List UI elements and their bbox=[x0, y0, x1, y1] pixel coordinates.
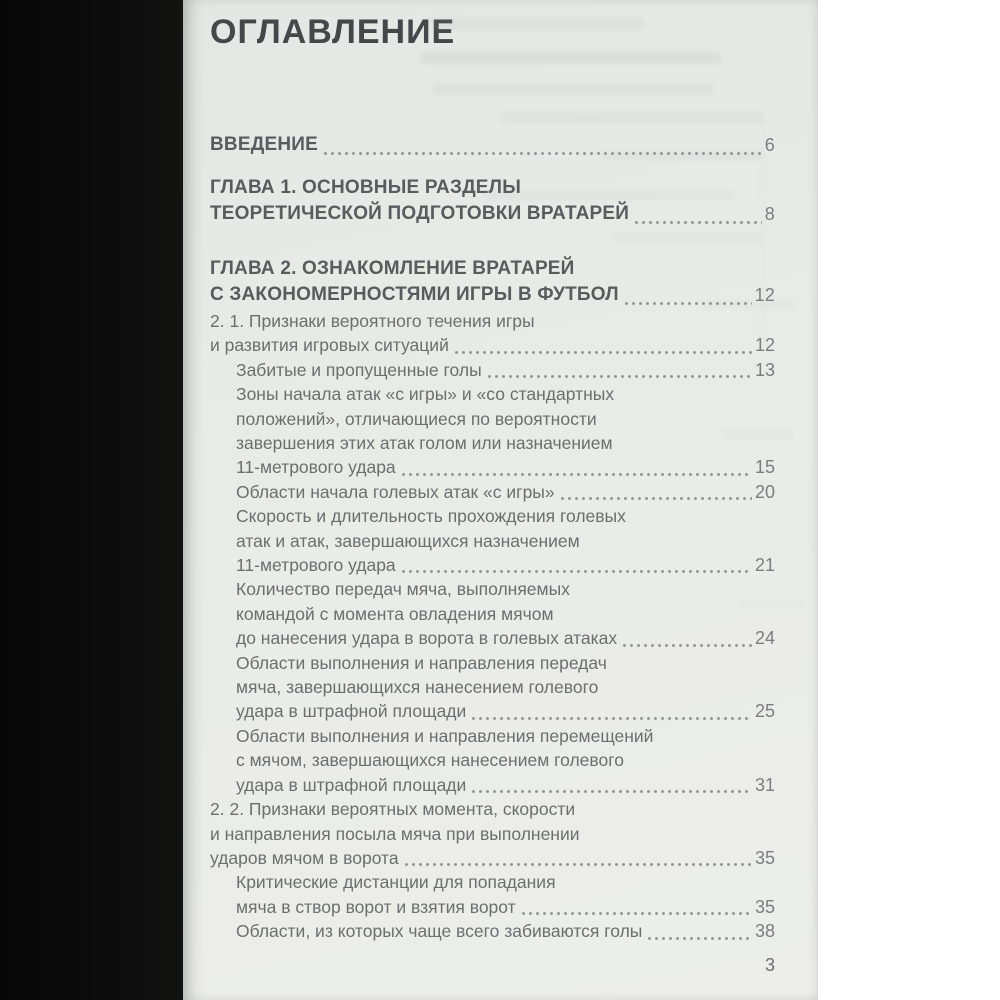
toc-entry bbox=[210, 504, 775, 577]
toc-entry-text: Области, из которых чаще всего забиваются голы bbox=[236, 921, 643, 942]
toc-entry-text: командой с момента овладения мячом bbox=[236, 603, 554, 624]
toc-entry-line bbox=[236, 431, 775, 455]
toc-entry bbox=[210, 480, 775, 504]
toc-page-ref: 6 bbox=[764, 135, 775, 155]
toc-entry-line bbox=[236, 553, 775, 577]
showthrough-mark bbox=[433, 84, 713, 95]
toc-entry-line bbox=[236, 773, 775, 797]
toc-page-ref: 13 bbox=[754, 359, 775, 380]
toc-page-ref: 24 bbox=[754, 628, 775, 649]
toc-entry-text: удара в штрафной площади bbox=[236, 701, 467, 722]
toc-entry-line bbox=[210, 175, 775, 202]
toc-page bbox=[183, 0, 818, 1000]
toc-entry-text: ГЛАВА 2. ОЗНАКОМЛЕНИЕ ВРАТАРЕЙ bbox=[210, 257, 575, 279]
toc-page-ref: 21 bbox=[754, 555, 775, 576]
dot-leader bbox=[402, 570, 752, 573]
toc-entry-text: удара в штрафной площади bbox=[236, 774, 467, 795]
toc-entry-text: с мячом, завершающихся нанесением голевого bbox=[236, 750, 624, 771]
toc-entry-text: ударов мячом в ворота bbox=[210, 847, 399, 868]
toc-entry-line bbox=[210, 846, 775, 870]
toc-entry bbox=[210, 651, 775, 724]
dot-leader bbox=[561, 497, 752, 500]
toc-entry-text: Скорость и длительность прохождения голевых bbox=[236, 506, 626, 527]
toc-entry-text: 2. 1. Признаки вероятного течения игры bbox=[210, 310, 535, 331]
toc-entry-text: Зоны начала атак «с игры» и «со стандартных bbox=[236, 384, 615, 405]
toc-entry-text: Области выполнения и направления перемещений bbox=[236, 725, 654, 746]
toc-entry-text: и развития игровых ситуаций bbox=[210, 335, 449, 356]
toc-entry bbox=[210, 309, 775, 358]
toc-entry bbox=[210, 256, 775, 309]
dot-leader bbox=[402, 473, 752, 476]
page-number: 3 bbox=[764, 955, 775, 975]
toc-page-ref: 12 bbox=[754, 285, 775, 306]
toc-entry-line bbox=[236, 895, 775, 919]
toc-page-ref: 35 bbox=[754, 847, 775, 868]
toc-entry-text: Забитые и пропущенные голы bbox=[236, 359, 482, 380]
toc-entry-text: Критические дистанции для попадания bbox=[236, 872, 556, 893]
dot-leader bbox=[324, 152, 762, 155]
toc-entry-line bbox=[210, 822, 775, 846]
toc-entry-line bbox=[236, 748, 775, 772]
dot-leader bbox=[625, 302, 752, 305]
photo-white-margin bbox=[818, 0, 1000, 1000]
dot-leader bbox=[522, 912, 752, 915]
toc-entry-line bbox=[236, 626, 775, 650]
toc-page-ref: 31 bbox=[754, 774, 775, 795]
toc-page-ref: 15 bbox=[754, 457, 775, 478]
toc-entry-line bbox=[236, 358, 775, 382]
toc-entry-line bbox=[236, 407, 775, 431]
toc-entry-text: мяча в створ ворот и взятия ворот bbox=[236, 896, 516, 917]
toc-entry-line bbox=[236, 455, 775, 479]
dot-leader bbox=[405, 863, 752, 866]
page-title: ОГЛАВЛЕНИЕ bbox=[210, 13, 456, 51]
toc-entry bbox=[210, 132, 775, 159]
toc-entry bbox=[210, 358, 775, 382]
toc-entry bbox=[210, 175, 775, 228]
showthrough-mark bbox=[421, 52, 721, 64]
toc-entry bbox=[210, 870, 775, 919]
toc-entry-text: ТЕОРЕТИЧЕСКОЙ ПОДГОТОВКИ ВРАТАРЕЙ bbox=[210, 203, 630, 225]
toc-entry bbox=[210, 577, 775, 650]
toc-page-ref: 35 bbox=[754, 896, 775, 917]
toc-page-ref: 8 bbox=[764, 204, 775, 225]
toc-entry-line bbox=[236, 480, 775, 504]
dot-leader bbox=[472, 717, 752, 720]
toc-entry bbox=[210, 382, 775, 480]
dot-leader bbox=[623, 644, 752, 647]
toc-entry-text: С ЗАКОНОМЕРНОСТЯМИ ИГРЫ В ФУТБОЛ bbox=[210, 284, 619, 306]
toc-entry-text: 2. 2. Признаки вероятных момента, скорости bbox=[210, 799, 576, 820]
toc-entry-line bbox=[236, 675, 775, 699]
toc-page-ref: 25 bbox=[754, 701, 775, 722]
toc-entry-line bbox=[210, 309, 775, 333]
toc-entry-line bbox=[210, 333, 775, 357]
toc-entry-line bbox=[236, 504, 775, 528]
toc-page-ref: 38 bbox=[754, 921, 775, 942]
toc-entry-line bbox=[210, 201, 775, 228]
toc-entry-line bbox=[236, 870, 775, 894]
toc-entry-line bbox=[236, 529, 775, 553]
toc-entry-line bbox=[236, 602, 775, 626]
toc-entry-text: Области выполнения и направления передач bbox=[236, 652, 607, 673]
toc-entry-line bbox=[236, 919, 775, 943]
toc-page-ref: 12 bbox=[754, 335, 775, 356]
toc-entry-text: 11-метрового удара bbox=[236, 457, 396, 478]
toc-list bbox=[210, 132, 775, 944]
dot-leader bbox=[635, 221, 762, 224]
toc-entry-line bbox=[210, 256, 775, 283]
dot-leader bbox=[488, 375, 752, 378]
toc-entry-line bbox=[236, 724, 775, 748]
showthrough-mark bbox=[501, 112, 763, 123]
toc-entry-line bbox=[236, 577, 775, 601]
toc-entry-text: мяча, завершающихся нанесением голевого bbox=[236, 677, 599, 698]
toc-entry-text: завершения этих атак голом или назначением bbox=[236, 433, 613, 453]
toc-entry-line bbox=[236, 651, 775, 675]
dot-leader bbox=[648, 937, 752, 940]
toc-entry-text: атак и атак, завершающихся назначением bbox=[236, 530, 580, 551]
dot-leader bbox=[472, 790, 752, 793]
toc-entry-text: до нанесения удара в ворота в голевых атаках bbox=[236, 628, 618, 649]
toc-entry-line bbox=[236, 382, 775, 406]
toc-entry-text: ВВЕДЕНИЕ bbox=[210, 134, 318, 155]
toc-entry-line bbox=[236, 699, 775, 723]
toc-entry-line bbox=[210, 132, 775, 159]
dot-leader bbox=[455, 351, 752, 354]
toc-entry-line bbox=[210, 282, 775, 309]
photo-black-border bbox=[0, 0, 183, 1000]
toc-page-ref: 20 bbox=[754, 481, 775, 502]
toc-entry bbox=[210, 919, 775, 943]
toc-entry-text: положений», отличающиеся по вероятности bbox=[236, 408, 597, 429]
toc-entry bbox=[210, 797, 775, 870]
toc-entry bbox=[210, 724, 775, 797]
toc-entry-line bbox=[210, 797, 775, 821]
toc-entry-text: ГЛАВА 1. ОСНОВНЫЕ РАЗДЕЛЫ bbox=[210, 176, 522, 198]
toc-entry-text: Области начала голевых атак «с игры» bbox=[236, 481, 555, 502]
toc-entry-text: Количество передач мяча, выполняемых bbox=[236, 579, 570, 600]
toc-entry-text: 11-метрового удара bbox=[236, 555, 396, 576]
toc-entry-text: и направления посыла мяча при выполнении bbox=[210, 823, 580, 844]
